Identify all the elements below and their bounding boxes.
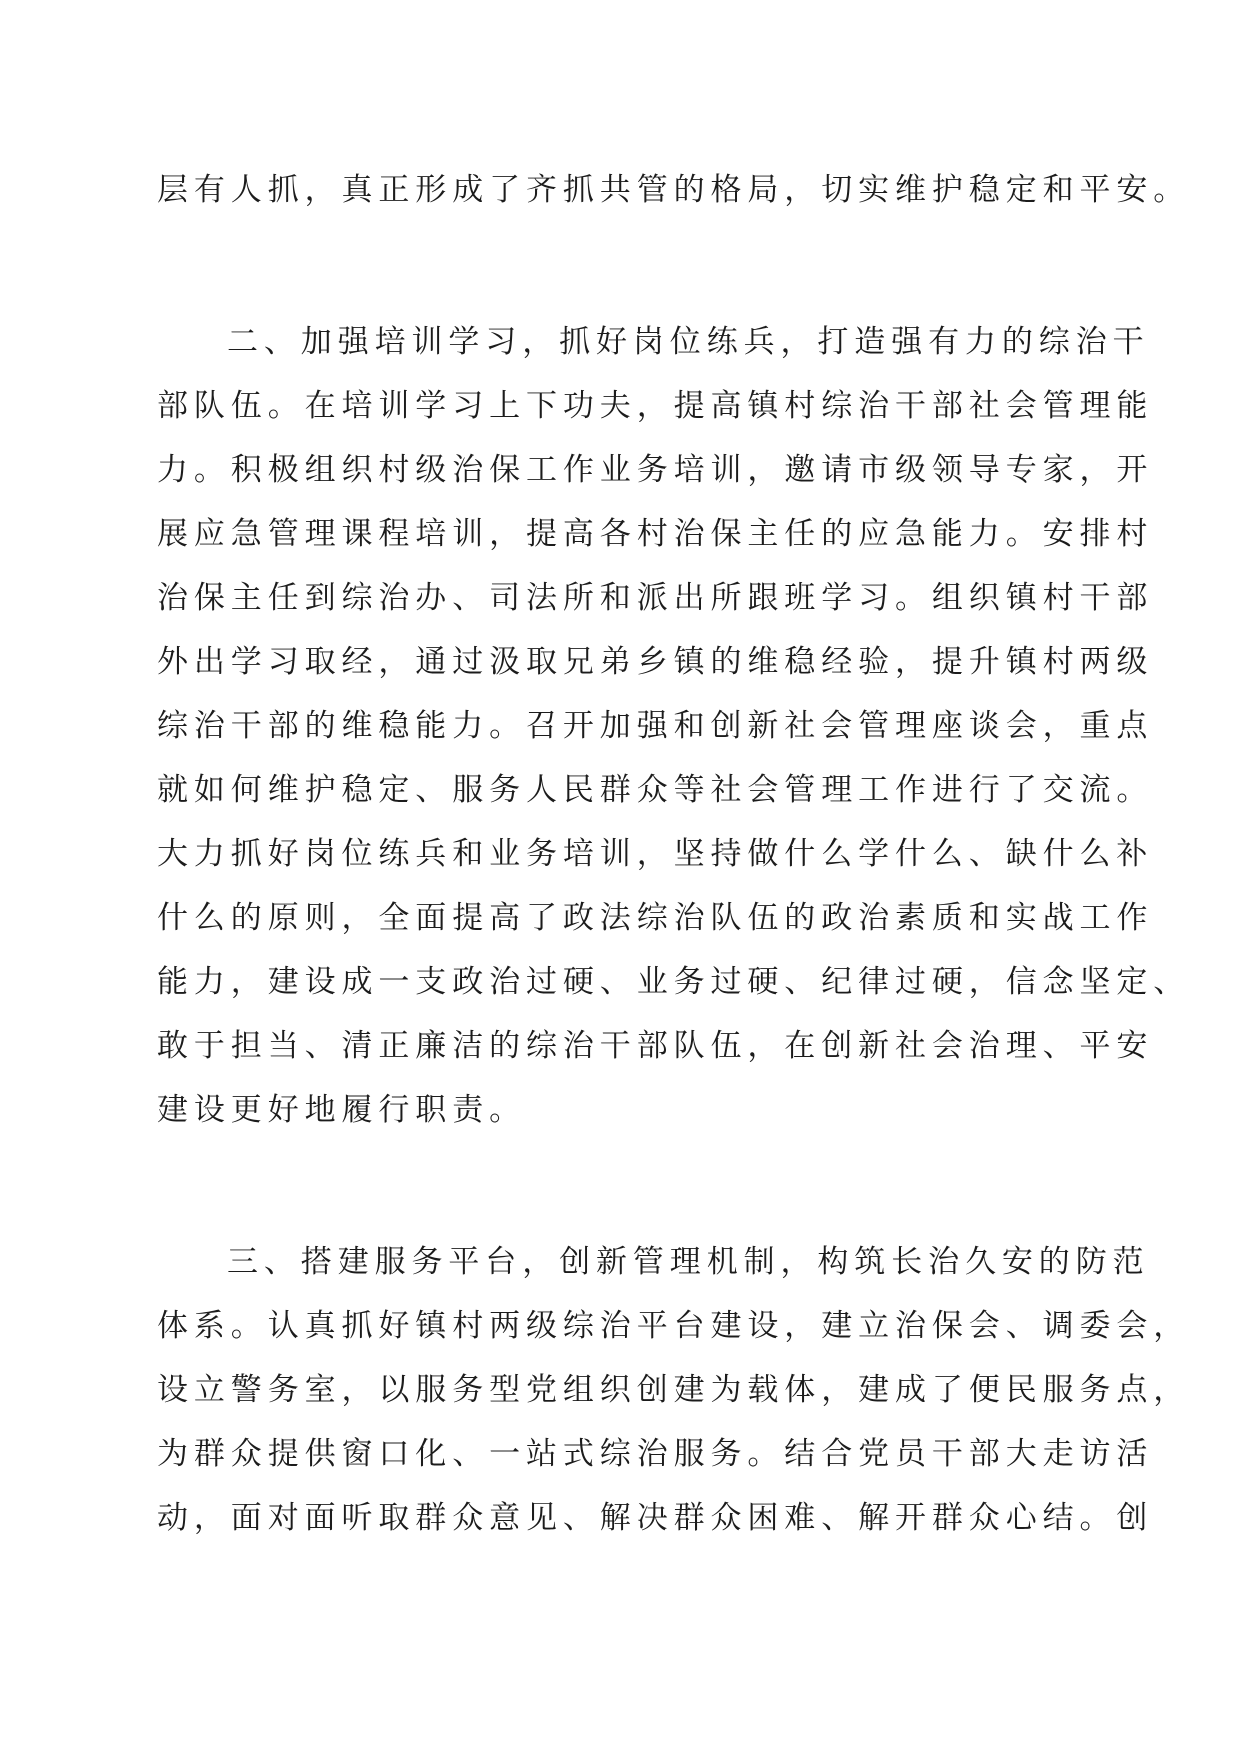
- paragraph-2-line-2: 部队伍。在培训学习上下功夫，提高镇村综治干部社会管理能: [157, 388, 1154, 424]
- paragraph-2-line-1: 二、加强培训学习，抓好岗位练兵，打造强有力的综治干: [227, 324, 1150, 360]
- paragraph-1-line-1: 层有人抓，真正形成了齐抓共管的格局，切实维护稳定和平安。: [157, 172, 1191, 208]
- paragraph-2-line-7: 综治干部的维稳能力。召开加强和创新社会管理座谈会，重点: [157, 708, 1154, 744]
- paragraph-2-line-11: 能力，建设成一支政治过硬、业务过硬、纪律过硬，信念坚定、: [157, 964, 1191, 1000]
- paragraph-3-line-3: 设立警务室，以服务型党组织创建为载体，建成了便民服务点，: [157, 1372, 1191, 1408]
- paragraph-2-line-5: 治保主任到综治办、司法所和派出所跟班学习。组织镇村干部: [157, 580, 1154, 616]
- paragraph-2-line-13: 建设更好地履行职责。: [157, 1092, 526, 1128]
- paragraph-2-line-9: 大力抓好岗位练兵和业务培训，坚持做什么学什么、缺什么补: [157, 836, 1154, 872]
- paragraph-3-line-1: 三、搭建服务平台，创新管理机制，构筑长治久安的防范: [227, 1244, 1150, 1280]
- paragraph-2-line-4: 展应急管理课程培训，提高各村治保主任的应急能力。安排村: [157, 516, 1154, 552]
- paragraph-2-line-10: 什么的原则，全面提高了政法综治队伍的政治素质和实战工作: [157, 900, 1154, 936]
- paragraph-2-line-3: 力。积极组织村级治保工作业务培训，邀请市级领导专家，开: [157, 452, 1154, 488]
- paragraph-2-line-8: 就如何维护稳定、服务人民群众等社会管理工作进行了交流。: [157, 772, 1154, 808]
- paragraph-2-line-6: 外出学习取经，通过汲取兄弟乡镇的维稳经验，提升镇村两级: [157, 644, 1154, 680]
- paragraph-3-line-4: 为群众提供窗口化、一站式综治服务。结合党员干部大走访活: [157, 1436, 1154, 1472]
- paragraph-2-line-12: 敢于担当、清正廉洁的综治干部队伍，在创新社会治理、平安: [157, 1028, 1154, 1064]
- paragraph-3-line-2: 体系。认真抓好镇村两级综治平台建设，建立治保会、调委会，: [157, 1308, 1191, 1344]
- paragraph-3-line-5: 动，面对面听取群众意见、解决群众困难、解开群众心结。创: [157, 1500, 1154, 1536]
